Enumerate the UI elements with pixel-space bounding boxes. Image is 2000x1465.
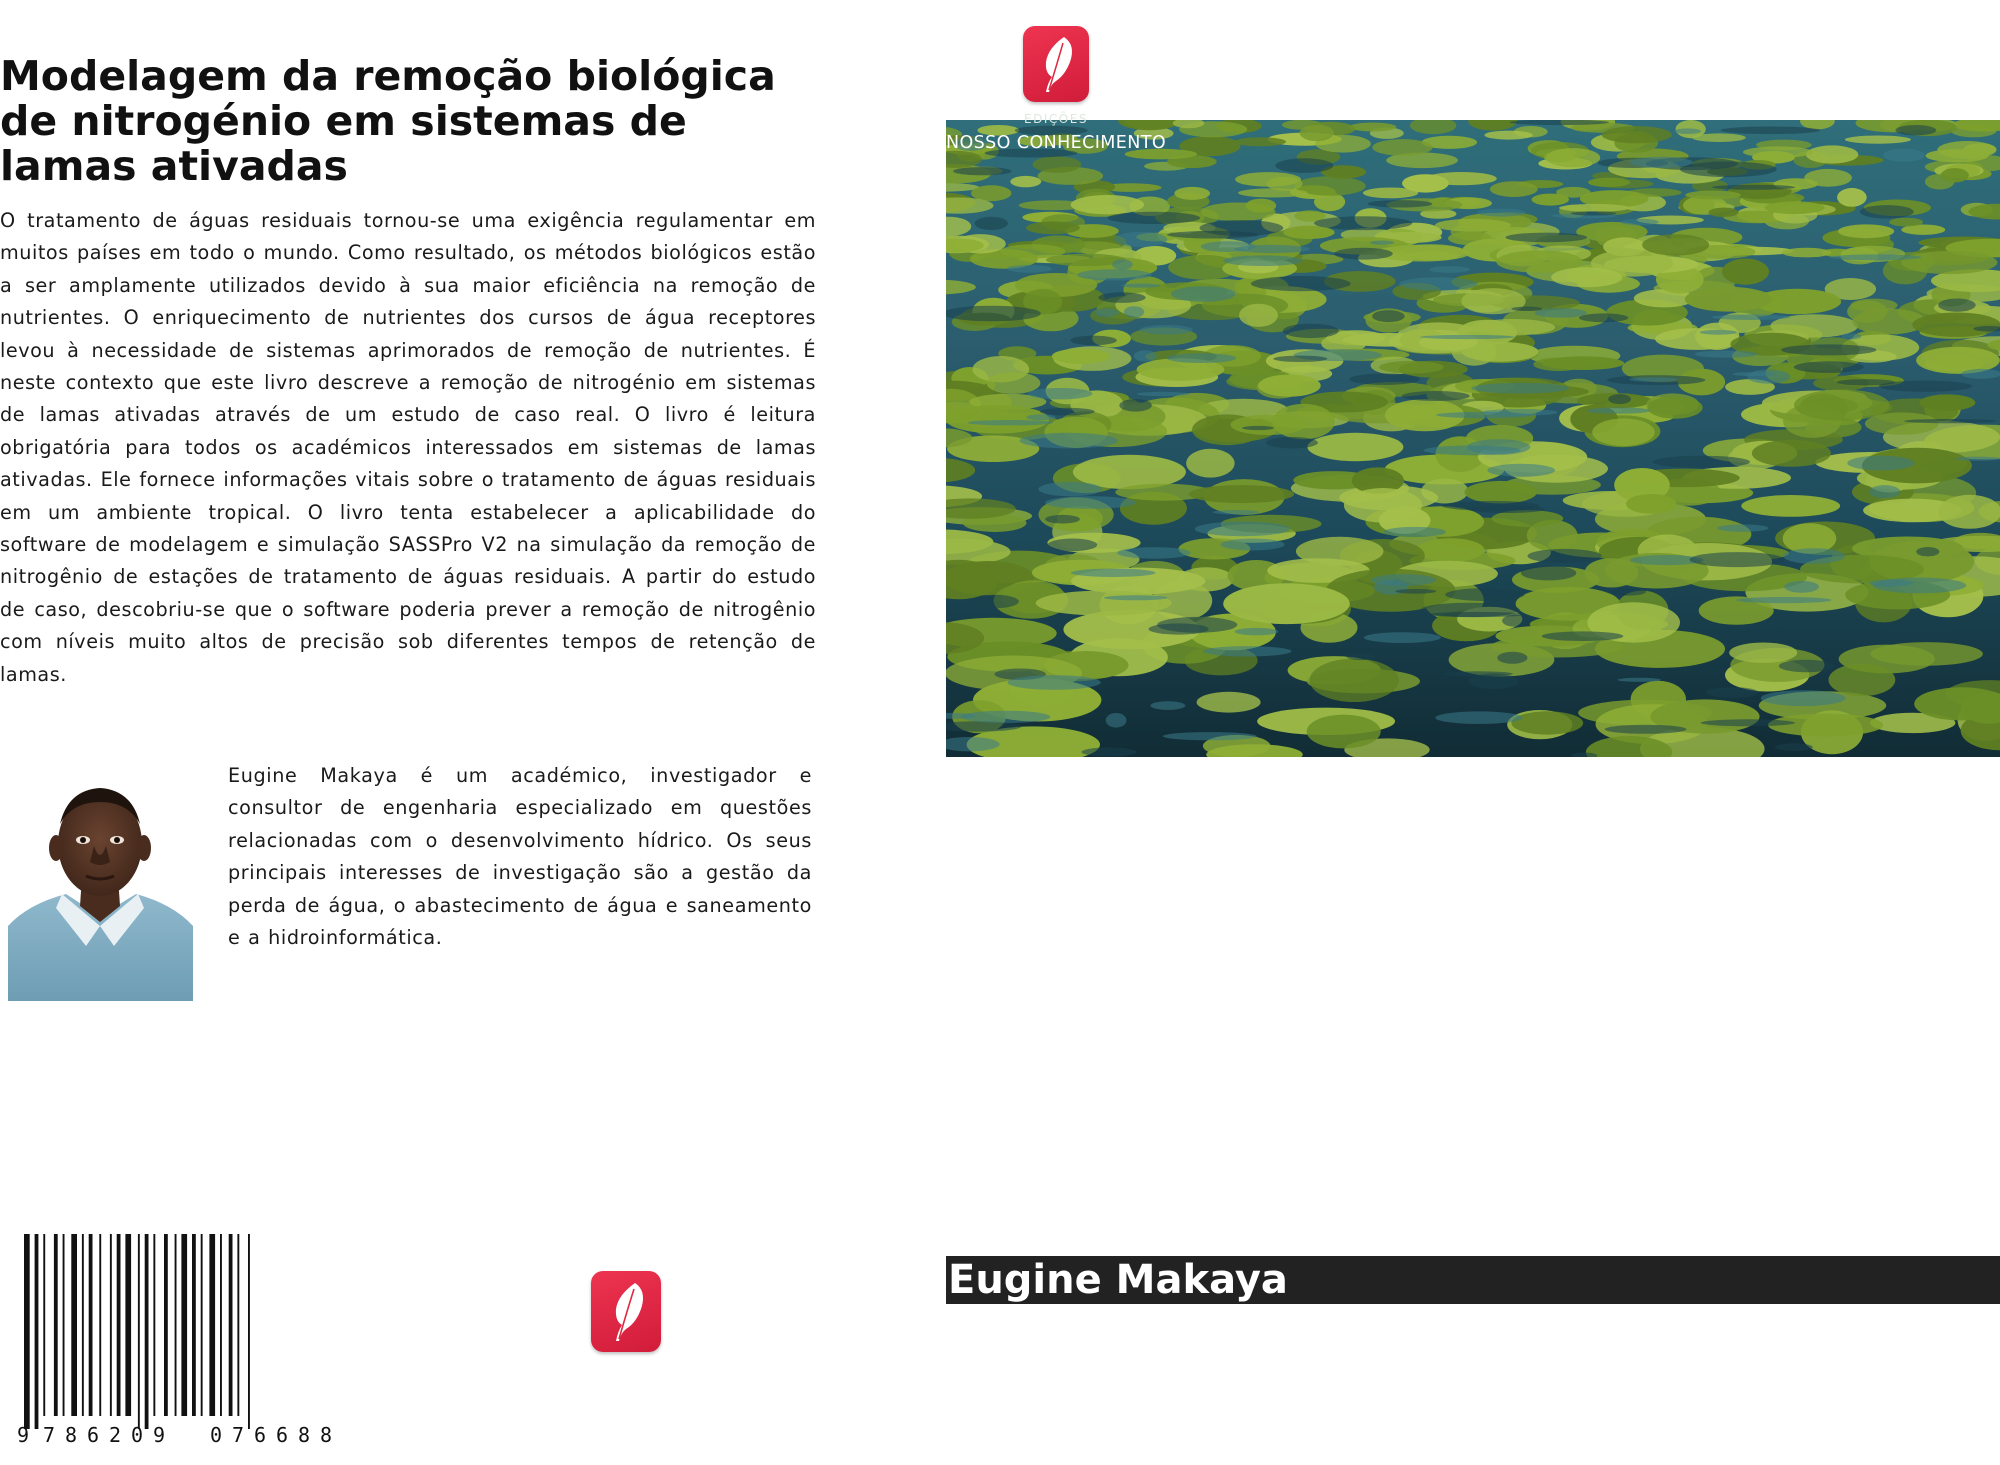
isbn-barcode [10,1232,370,1447]
barcode-bar [117,1234,121,1416]
barcode-bar [71,1234,77,1416]
barcode-digit: 9 [153,1423,166,1447]
publisher-logo-front [1023,26,1089,102]
barcode-digit: 6 [87,1423,100,1447]
cover-image-algae-water [946,120,2000,757]
barcode-digit: 6 [254,1423,267,1447]
barcode-digit: 2 [109,1423,122,1447]
book-description: O tratamento de águas residuais tornou-se uma exigência regulamentar em muitos países em todo o mundo. Como resultado, os métodos biológicos estão a ser amplamente utilizados devido à sua maior eficiência na remoção de nutrientes. O enriquecimento de nutrientes dos cursos de água receptores levou à necessidade de sistemas aprimorados de remoção de nutrientes. É neste contexto que este livro descreve a remoção de nitrogénio em sistemas de lamas ativadas através de um estudo de caso real. O livro é leitura obrigatória para todos os académicos interessados em sistemas de lamas ativadas. Ele fornece informações vitais sobre o tratamento de águas residuais em um ambiente tropical. O livro tenta estabelecer a aplicabilidade do software de modelagem e simulação SASSPro V2 na simulação da remoção de nitrogênio de estações de tratamento de águas residuais. A partir do estudo de caso, descobriu-se que o software poderia prever a remoção de nitrogênio com níveis muito altos de precisão sob diferentes tempos de retenção de lamas. [0,209,816,686]
barcode-bar [181,1234,187,1416]
barcode-bar [248,1234,250,1429]
publisher-name: NOSSO CONHECIMENTO [946,133,1167,153]
author-bio: Eugine Makaya é um académico, investigador e consultor de engenharia especializado em questões relacionadas com o desenvolvimento hídrico. Os seus principais interesses de investigação são a gestão da perda de água, o abastecimento de água e saneamento e a hidroinformática. [228,764,812,950]
barcode-bar [82,1234,84,1416]
barcode-bar [99,1234,101,1416]
barcode-bar [125,1234,131,1416]
barcode-bar [138,1234,140,1429]
barcode-bar [43,1234,45,1416]
publisher-label: EDIÇÕES [1024,112,1088,126]
barcode-bar [164,1234,168,1416]
barcode-digit: 8 [298,1423,311,1447]
feather-icon [591,1271,661,1352]
barcode-digit: 7 [43,1423,56,1447]
barcode-bar [237,1234,239,1416]
barcode-bar [35,1234,39,1429]
barcode-bar [220,1234,222,1416]
book-title: Modelagem da remoção biológica de nitrogénio em sistemas de lamas ativadas [0,52,776,190]
barcode-bar [63,1234,65,1416]
barcode-bar [209,1234,215,1416]
barcode-digit: 8 [320,1423,333,1447]
barcode-bar [192,1234,196,1416]
barcode-bar [54,1234,58,1416]
barcode-digit: 0 [210,1423,223,1447]
barcode-bar [145,1234,149,1429]
barcode-bar [89,1234,93,1416]
author-name: Eugine Makaya [948,1257,1288,1303]
barcode-bar [201,1234,203,1416]
barcode-digit: 6 [276,1423,289,1447]
author-photo [8,776,193,1001]
barcode-bar [229,1234,233,1416]
barcode-digit: 0 [131,1423,144,1447]
barcode-bar [110,1234,112,1416]
barcode-digit: 9 [17,1423,30,1447]
barcode-bar [24,1234,30,1429]
barcode-bar [175,1234,177,1416]
feather-icon [1023,26,1089,102]
barcode-digit: 7 [232,1423,245,1447]
barcode-bar [153,1234,155,1416]
publisher-logo [591,1271,661,1352]
barcode-digit: 8 [65,1423,78,1447]
